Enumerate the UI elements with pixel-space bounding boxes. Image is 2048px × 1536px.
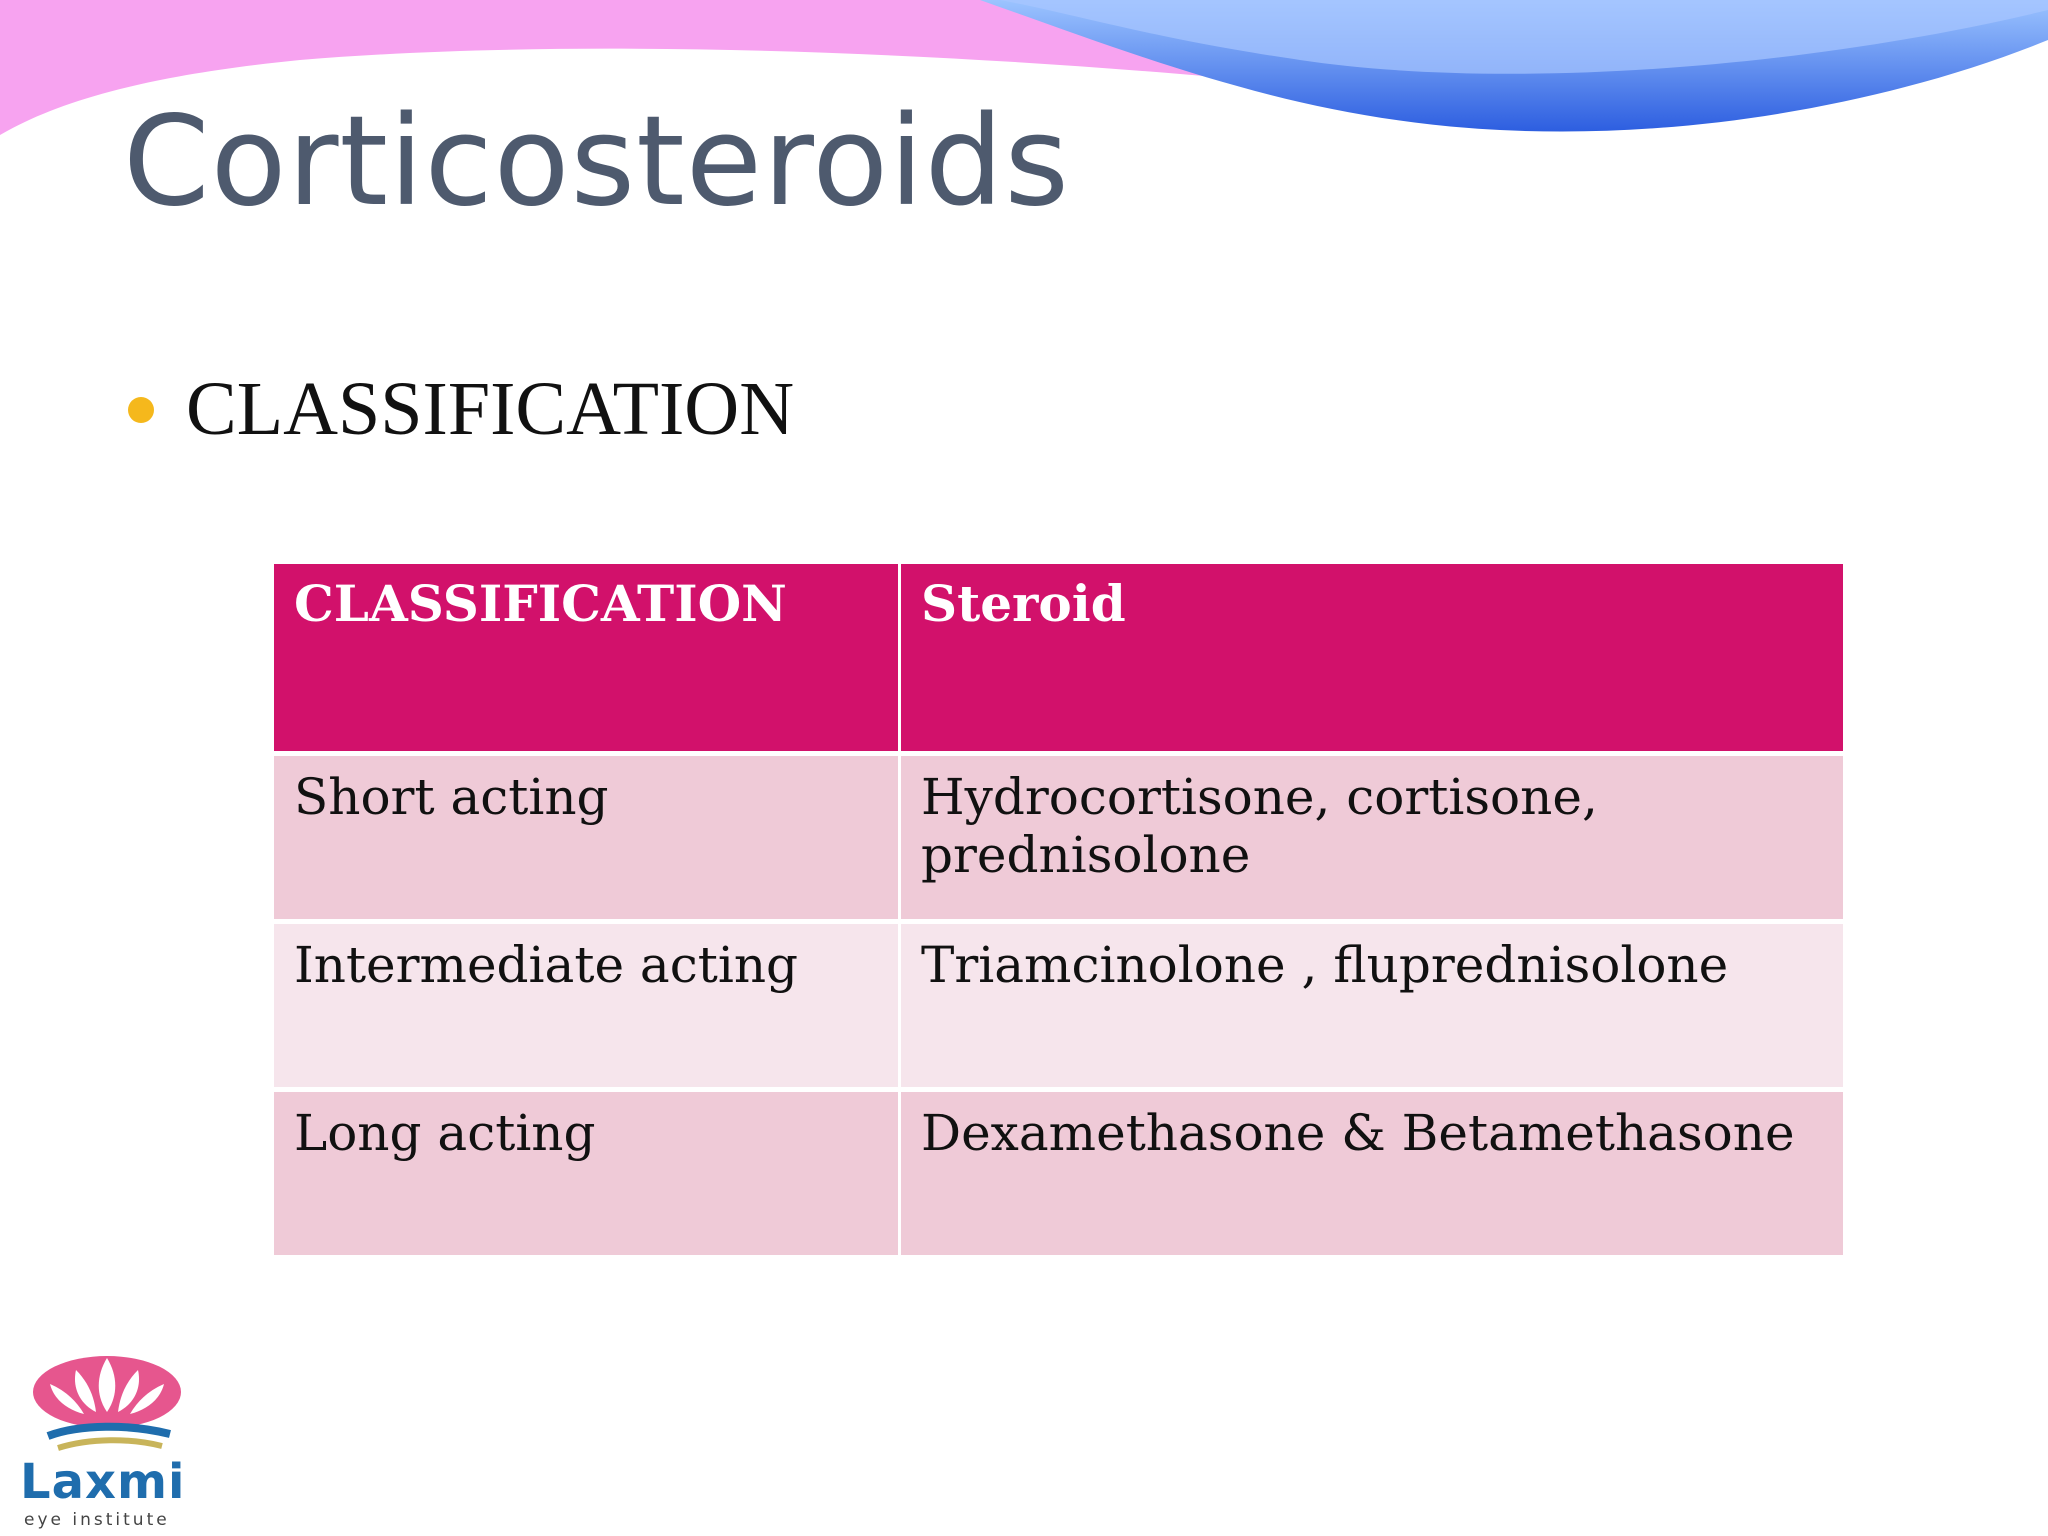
table-cell-classification: Long acting <box>274 1092 901 1260</box>
bullet-text: CLASSIFICATION <box>186 367 795 451</box>
table-cell-steroid: Dexamethasone & Betamethasone <box>901 1092 1843 1260</box>
table-cell-classification: Intermediate acting <box>274 924 901 1092</box>
header-cell-steroid: Steroid <box>901 564 1843 756</box>
table-cell-steroid: Triamcinolone , fluprednisolone <box>901 924 1843 1092</box>
logo-name: Laxmi <box>20 1454 186 1510</box>
lotus-icon <box>30 1350 184 1470</box>
table-row <box>274 924 1843 1092</box>
classification-table <box>274 564 1843 1260</box>
table-cell-steroid: Hydrocortisone, cortisone, prednisolone <box>901 756 1843 924</box>
header-cell-classification: CLASSIFICATION <box>274 564 901 756</box>
table-cell-classification: Short acting <box>274 756 901 924</box>
slide-title: Corticosteroids <box>123 90 1070 234</box>
bullet-dot-icon <box>128 397 154 423</box>
table-row <box>274 756 1843 924</box>
laxmi-logo <box>16 1350 196 1530</box>
table-header-row <box>274 564 1843 756</box>
bullet-item <box>128 368 794 452</box>
table-row <box>274 1092 1843 1260</box>
logo-tagline: eye institute <box>24 1510 170 1530</box>
